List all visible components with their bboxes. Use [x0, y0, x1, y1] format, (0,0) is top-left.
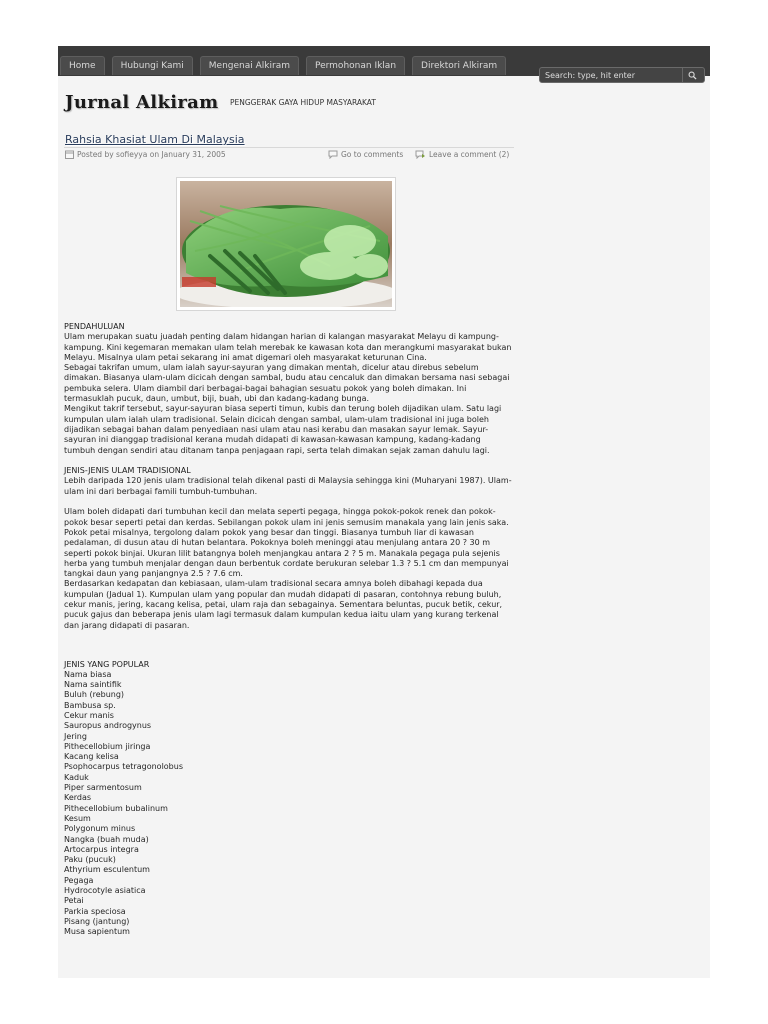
- list-item: Piper sarmentosum: [64, 783, 142, 793]
- list-item: Pisang (jantung): [64, 916, 130, 926]
- search-button[interactable]: [682, 68, 702, 82]
- post-meta-text: Posted by sofieyya on January 31, 2005: [77, 150, 226, 159]
- site-title[interactable]: Jurnal Alkiram: [65, 92, 219, 113]
- paragraph: Ulam merupakan suatu juadah penting dalam hidangan harian di kalangan masyarakat Melayu di kampung-kampung. Kini kegemaran memakan ulam telah merebak ke kawasan kota dan merangkumi masyarakat bukan Melayu. Misalnya ulam petai sekarang ini amat digemari oleh masyarakat keturunan Cina.: [64, 332, 512, 362]
- list-item: Musa sapientum: [64, 927, 130, 937]
- list-item: Pithecellobium jiringa: [64, 741, 151, 751]
- page-container: [58, 46, 710, 978]
- list-item: Kacang kelisa: [64, 752, 119, 762]
- nav-item-mengenai-alkiram[interactable]: Mengenai Alkiram: [200, 56, 299, 75]
- list-item: Buluh (rebung): [64, 690, 125, 700]
- list-item: Psophocarpus tetragonolobus: [64, 762, 183, 772]
- post-meta: [65, 150, 226, 159]
- search-input[interactable]: [540, 68, 682, 82]
- list-item: Pegaga: [64, 875, 94, 885]
- nav-item-home[interactable]: Home: [60, 56, 105, 75]
- leave-comment-text[interactable]: Leave a comment (2): [429, 150, 510, 159]
- list-item: Hydrocotyle asiatica: [64, 886, 146, 896]
- list-item: Pithecellobium bubalinum: [64, 803, 168, 813]
- post-image: [176, 177, 396, 311]
- paragraph: Berdasarkan kedapatan dan kebiasaan, ulam-ulam tradisional secara amnya boleh dibahagi kepada dua kumpulan (Jadual 1). Kumpulan ulam yang popular dan mudah didapati di pasaran, contohnya rebung buluh, cekur manis, jering, kacang kelisa, petai, ulam raja dan sebagainya. Sementara beluntas, pucuk betik, cekur, pucuk gajus dan beberapa jenis ulam lagi termasuk dalam kumpulan kedua iaitu ulam yang kurang terkenal dan jarang didapati di pasaran.: [64, 579, 503, 630]
- list-item: Kesum: [64, 813, 91, 823]
- section-heading-jenis-jenis: JENIS-JENIS ULAM TRADISIONAL: [64, 466, 191, 476]
- list-item: Paku (pucuk): [64, 855, 116, 865]
- paragraph: Lebih daripada 120 jenis ulam tradisional telah dikenal pasti di Malaysia sehingga kini (Muharyani 1987). Ulam-ulam ini dari berbagai famili tumbuh-tumbuhan.: [64, 476, 512, 496]
- list-item: Artocarpus integra: [64, 844, 139, 854]
- list-item: Kerdas: [64, 793, 92, 803]
- list-item: Kaduk: [64, 772, 89, 782]
- site-tagline: PENGGERAK GAYA HIDUP MASYARAKAT: [230, 98, 376, 107]
- list-item: Sauropus androgynus: [64, 721, 152, 731]
- section-heading-pendahuluan: PENDAHULUAN: [64, 322, 125, 331]
- section-heading-jenis-popular: JENIS YANG POPULAR: [64, 659, 150, 669]
- list-item: Jering: [64, 731, 87, 741]
- comments-link-text[interactable]: Go to comments: [341, 150, 404, 159]
- paragraph: Sebagai takrifan umum, ulam ialah sayur-sayuran yang dimakan mentah, dicelur atau direbus sebelum dimakan. Biasanya ulam-ulam dicicah dengan sambal, budu atau cencaluk dan dimakan bersama nasi sebagai pembuka selera. Ulam diambil dari berbagai-bagai bahagian sesuatu pokok yang boleh dimakan. Ini termasuklah pucuk, daun, umbut, biji, buah, ubi dan kadang-kadang bunga.: [64, 363, 510, 404]
- list-item: Parkia speciosa: [64, 906, 126, 916]
- list-item: Petai: [64, 896, 84, 906]
- nav-item-direktori-alkiram[interactable]: Direktori Alkiram: [412, 56, 506, 75]
- paragraph: Pokok petai misalnya, tergolong dalam pokok yang besar dan tinggi. Biasanya tumbuh liar di kawasan pedalaman, di dusun atau di hutan belantara. Pokoknya boleh meninggi atau menjulang antara 20 ? 30 m seperti pokok binjai. Ukuran lilit batangnya boleh menjangkau antara 2 ? 5 m. Manakala pegaga pula sejenis herba yang tumbuh menjalar dengan daun berbentuk cordate berukuran selebar 1.3 ? 5.1 cm dan mempunyai tangkai daun yang panjangnya 2.5 ? 7.6 cm.: [64, 527, 509, 579]
- search-box: [539, 67, 705, 83]
- meta-divider: [64, 147, 514, 148]
- search-icon: [688, 71, 697, 80]
- post-title[interactable]: Rahsia Khasiat Ulam Di Malaysia: [65, 133, 245, 146]
- list-item: Nangka (buah muda): [64, 834, 149, 844]
- paragraph: Ulam boleh didapati dari tumbuhan kecil dan melata seperti pegaga, hingga pokok-pokok renek dan pokok- pokok besar seperti petai dan kerdas. Sebilangan pokok ulam ini jenis semusim manakala yang lain jenis saka.: [64, 507, 509, 527]
- list-item: Polygonum minus: [64, 824, 136, 834]
- comments-link[interactable]: [328, 150, 403, 159]
- paragraph: Mengikut takrif tersebut, sayur-sayuran biasa seperti timun, kubis dan terung boleh dijadikan ulam. Satu lagi kumpulan ulam ialah ulam tradisional. Selain dicicah dengan sambal, ulam-ulam tradisional ini juga boleh dijadikan sebagai bahan dalam penyediaan nasi ulam atau nasi kerabu dan masakan sayur lemak. Sayur-sayuran ini dianggap tradisional kerana mudah didapati di kawasan-kawasan kampung, kadang-kadang tumbuh dengan sendiri atau ditanam tanpa penjagaan rapi, serta telah dimakan sejak zaman dahulu lagi.: [64, 404, 502, 455]
- list-item: Bambusa sp.: [64, 700, 116, 710]
- list-item: Nama biasa: [64, 669, 112, 679]
- calendar-icon: [65, 150, 74, 159]
- list-item: Cekur manis: [64, 710, 114, 720]
- leave-comment-link[interactable]: [415, 150, 509, 159]
- popular-ulam-list: [64, 670, 512, 938]
- article-body: [64, 322, 512, 938]
- nav-item-permohonan-iklan[interactable]: Permohonan Iklan: [306, 56, 405, 75]
- nav-item-hubungi-kami[interactable]: Hubungi Kami: [112, 56, 193, 75]
- comment-add-icon: [415, 150, 426, 159]
- comment-icon: [328, 150, 338, 159]
- list-item: Athyrium esculentum: [64, 865, 150, 875]
- main-nav: [60, 56, 506, 75]
- list-item: Nama saintifik: [64, 680, 122, 690]
